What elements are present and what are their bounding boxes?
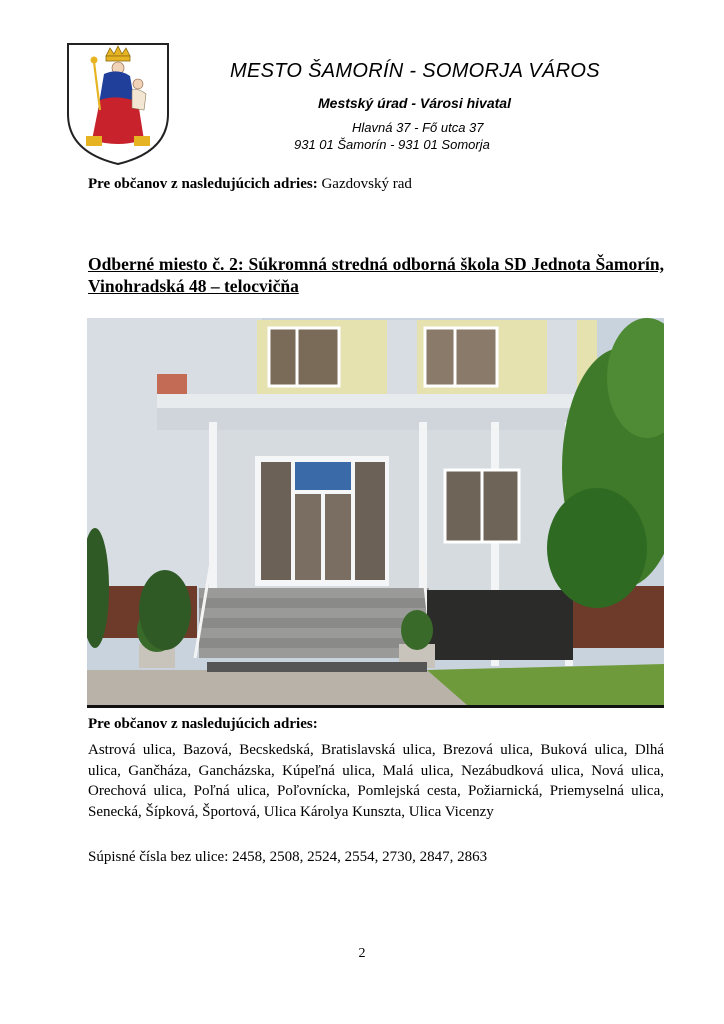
header-address-line2: 931 01 Šamorín - 931 01 Somorja — [294, 137, 490, 152]
intro-value: Gazdovský rad — [321, 176, 412, 192]
street-list: Astrová ulica, Bazová, Becskedská, Bratislavská ulica, Brezová ulica, Buková ulica, Dlhá ulica, Gančháza, Gancházska, Kúpeľná ulica, Malá ulica, Nezábudková ulica, Nová ulica, Orechová ulica, Poľná ulica, Poľovnícka, Pomlejská cesta, Požiarnická, Priemyselná ulica, Senecká, Šípková, Športová, Ulica Károlya Kunszta, Ulica Vicenzy — [88, 742, 664, 820]
header-subtitle: Mestský úrad - Városi hivatal — [318, 95, 511, 111]
school-building-photo — [87, 318, 664, 708]
intro-line — [88, 176, 412, 193]
header-title: MESTO ŠAMORÍN - SOMORJA VÁROS — [230, 60, 600, 82]
page-number: 2 — [358, 946, 366, 961]
supisne-cisla: Súpisné čísla bez ulice: 2458, 2508, 2524, 2554, 2730, 2847, 2863 — [88, 849, 488, 865]
header-address-line1: Hlavná 37 - Fő utca 37 — [352, 120, 484, 135]
coat-of-arms — [64, 40, 172, 168]
intro-label: Pre občanov z nasledujúcich adries: — [88, 176, 318, 192]
section-heading: Odberné miesto č. 2: Súkromná stredná odborná škola SD Jednota Šamorín, Vinohradská 48 – telocvičňa — [88, 254, 664, 296]
addresses-label: Pre občanov z nasledujúcich adries: — [88, 716, 318, 732]
